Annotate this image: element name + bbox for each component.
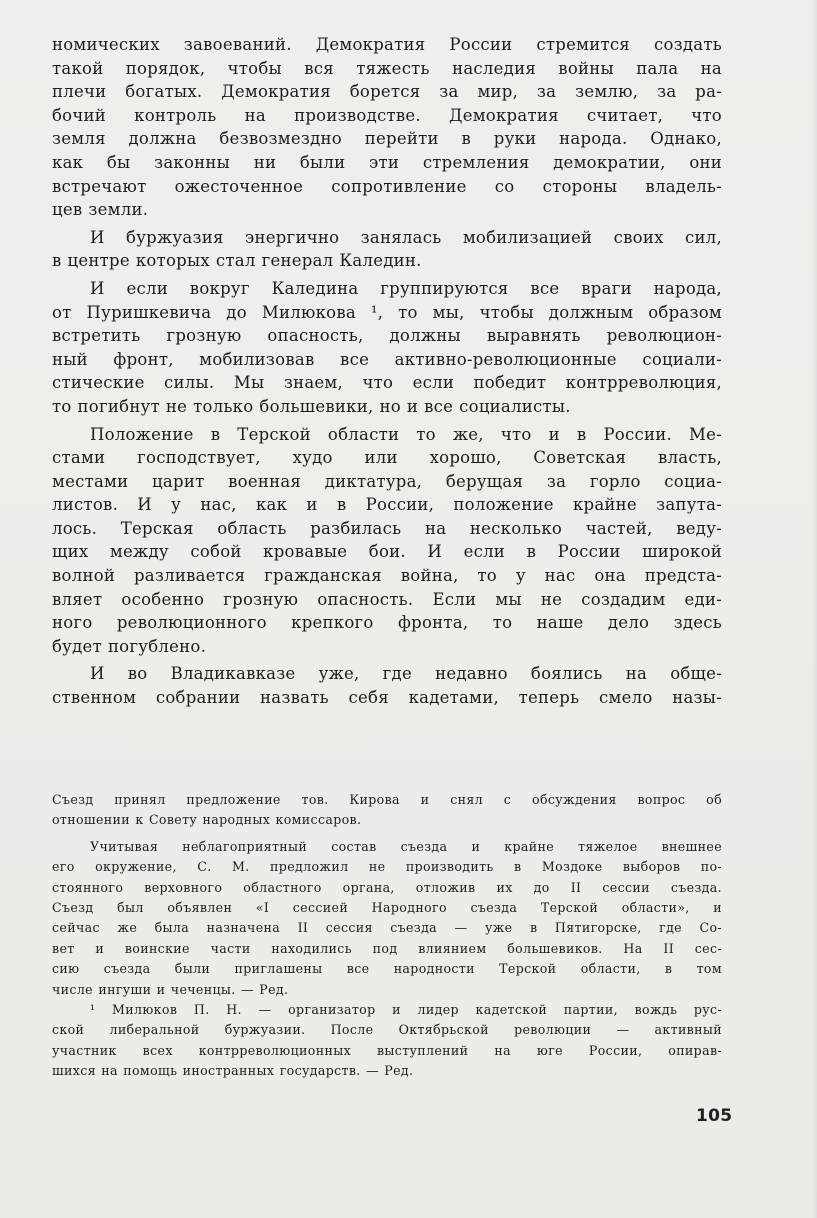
text-line: стические силы. Мы знаем, что если победит контрреволюция,: [52, 373, 722, 393]
text-line: как бы законны ни были эти стремления демократии, они: [52, 152, 722, 172]
footnote-line: ской либеральной буржуазии. После Октябрьской революции — активный: [52, 1022, 722, 1038]
footnote-line: стоянного верховного областного органа, отложив их до II сессии съезда.: [52, 879, 722, 895]
main-text: [52, 33, 722, 710]
text-line: ного революционного крепкого фронта, то наше дело здесь: [52, 613, 722, 633]
text-line: листов. И у нас, как и в России, положение крайне запута-: [52, 495, 722, 515]
text-line: И буржуазия энергично занялась мобилизацией своих сил,: [90, 227, 722, 247]
text-line: И во Владикавказе уже, где недавно боялись на обще-: [90, 664, 722, 684]
footnote-line: шихся на помощь иностранных государств. — Ред.: [52, 1063, 414, 1079]
footnote-line: участник всех контрреволюционных выступлений на юге России, опирав-: [52, 1042, 722, 1058]
text-line: цев земли.: [52, 200, 149, 220]
text-line: встретить грозную опасность, должны выравнять революцион-: [52, 326, 722, 346]
page-edge-shadow: [811, 0, 817, 1218]
text-line: местами царит военная диктатура, берущая за горло социа-: [52, 471, 722, 491]
text-line: в центре которых стал генерал Каледин.: [52, 251, 422, 271]
text-line: земля должна безвозмездно перейти в руки народа. Однако,: [52, 129, 722, 149]
text-line: Положение в Терской области то же, что и в России. Ме-: [90, 424, 722, 444]
text-line: от Пуришкевича до Милюкова ¹, то мы, чтобы должным образом: [52, 302, 722, 322]
text-line: волной разливается гражданская война, то у нас она предста-: [52, 566, 722, 586]
text-line: такой порядок, чтобы вся тяжесть наследия войны пала на: [52, 58, 722, 78]
footnote-line: сию съезда были приглашены все народности Терской области, в том: [52, 961, 722, 977]
footnote-line: Съезд принял предложение тов. Кирова и снял с обсуждения вопрос об: [52, 792, 722, 807]
footnote-line: числе ингуши и чеченцы. — Ред.: [52, 981, 289, 997]
footnote-line: Съезд был объявлен «I сессией Народного съезда Терской области», и: [52, 899, 722, 915]
text-line: ный фронт, мобилизовав все активно-революционные социали-: [52, 349, 722, 369]
text-line: ственном собрании назвать себя кадетами, теперь смело назы-: [52, 688, 722, 708]
footnotes: [52, 790, 722, 1081]
text-line: лось. Терская область разбилась на несколько частей, веду-: [52, 518, 722, 538]
text-line: номических завоеваний. Демократия России стремится создать: [52, 35, 722, 54]
text-line: стами господствует, худо или хорошо, Советская власть,: [52, 448, 722, 468]
page-number: 105: [696, 1106, 733, 1126]
text-line: встречают ожесточенное сопротивление со стороны владель-: [52, 176, 722, 196]
footnote-line: его окружение, С. М. предложил не производить в Моздоке выборов по-: [52, 859, 722, 875]
footnote-line: ¹ Милюков П. Н. — организатор и лидер кадетской партии, вождь рус-: [90, 1001, 722, 1017]
text-line: будет погублено.: [52, 636, 207, 656]
text-line: то погибнут не только большевики, но и все социалисты.: [52, 396, 571, 416]
text-line: вляет особенно грозную опасность. Если мы не создадим еди-: [52, 589, 722, 609]
text-line: И если вокруг Каледина группируются все враги народа,: [90, 278, 722, 298]
footnote-line: вет и воинские части находились под влиянием большевиков. На II сес-: [52, 940, 722, 956]
footnote-line: сейчас же была назначена II сессия съезда — уже в Пятигорске, где Со-: [52, 920, 722, 936]
text-line: щих между собой кровавые бои. И если в России широкой: [52, 542, 722, 562]
footnote-line: Учитывая неблагоприятный состав съезда и крайне тяжелое внешнее: [90, 838, 722, 854]
text-line: плечи богатых. Демократия борется за мир, за землю, за ра-: [52, 82, 722, 102]
text-line: бочий контроль на производстве. Демократия считает, что: [52, 105, 722, 125]
footnote-line: отношении к Совету народных комиссаров.: [52, 812, 362, 828]
